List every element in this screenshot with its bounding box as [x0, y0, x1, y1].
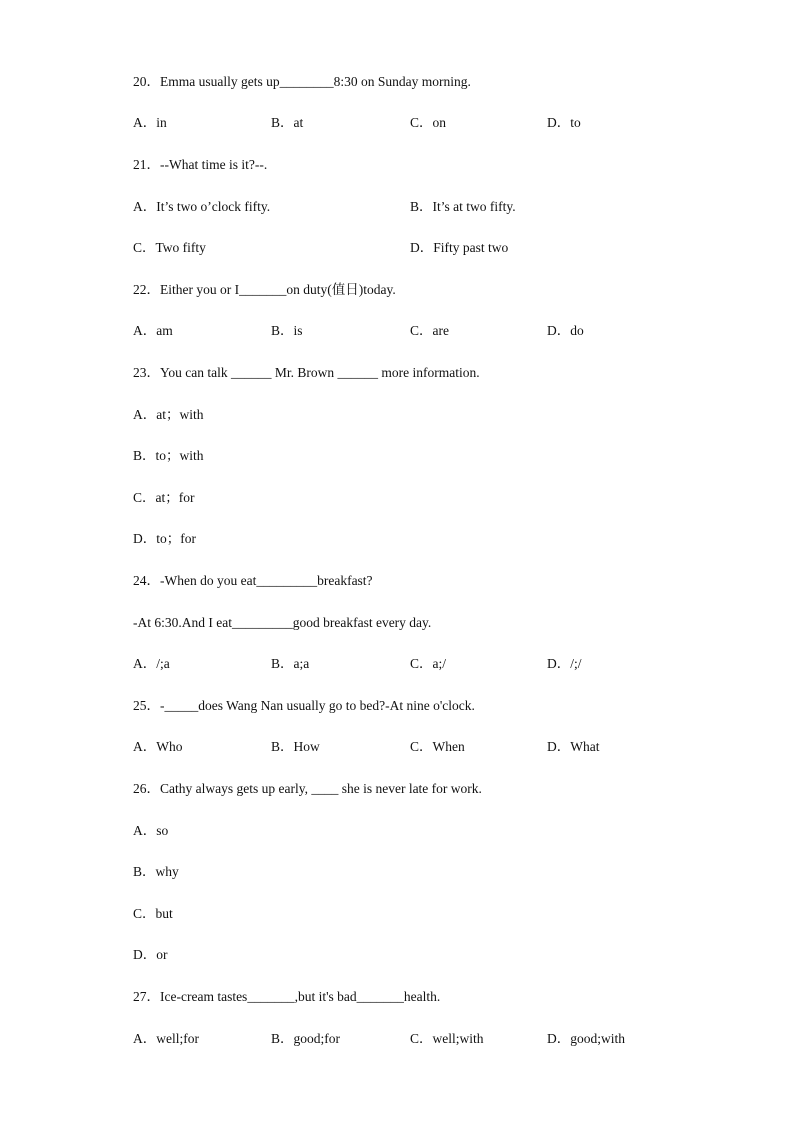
question-25-option-d: D．What [547, 739, 600, 754]
question-23-stem: 23．You can talk ______ Mr. Brown ______ more information. [133, 365, 480, 380]
question-20-option-d: D．to [547, 115, 581, 130]
question-25-option-c: C．When [410, 739, 465, 754]
question-27-option-a: A．well;for [133, 1031, 199, 1046]
question-22-stem: 22．Either you or I_______on duty(值日)today. [133, 282, 396, 297]
question-27-option-d: D．good;with [547, 1031, 626, 1046]
question-26-option-d: D．or [133, 947, 168, 962]
question-23-option-a: A．at；with [133, 407, 204, 422]
question-27-stem: 27．Ice-cream tastes_______,but it's bad_______health. [133, 989, 441, 1004]
question-21-option-b: B．It’s at two fifty. [410, 199, 516, 214]
question-24-stem: 24．-When do you eat_________breakfast? [133, 573, 373, 588]
question-20-stem: 20．Emma usually gets up________8:30 on Sunday morning. [133, 74, 471, 89]
question-25-option-b: B．How [271, 739, 320, 754]
question-22-option-a: A．am [133, 323, 173, 338]
question-20-option-a: A．in [133, 115, 167, 130]
question-24-option-b: B．a;a [271, 656, 310, 671]
question-26-option-a: A．so [133, 823, 169, 838]
question-21-stem: 21．--What time is it?--. [133, 157, 268, 172]
question-27-option-b: B．good;for [271, 1031, 340, 1046]
question-22-option-d: D．do [547, 323, 584, 338]
question-20-option-b: B．at [271, 115, 304, 130]
question-25-option-a: A．Who [133, 739, 183, 754]
question-21-option-d: D．Fifty past two [410, 240, 509, 255]
question-20-option-c: C．on [410, 115, 447, 130]
question-26-option-c: C．but [133, 906, 173, 921]
question-26-stem: 26．Cathy always gets up early, ____ she is never late for work. [133, 781, 482, 796]
question-23-option-b: B．to；with [133, 448, 204, 463]
question-24-stem-continued: -At 6:30.And I eat_________good breakfast every day. [133, 615, 432, 630]
question-24-option-d: D．/;/ [547, 656, 582, 671]
question-22-option-b: B．is [271, 323, 303, 338]
question-25-stem: 25．-_____does Wang Nan usually go to bed?-At nine o'clock. [133, 698, 475, 713]
question-27-option-c: C．well;with [410, 1031, 484, 1046]
question-23-option-c: C．at；for [133, 490, 195, 505]
question-24-option-c: C．a;/ [410, 656, 446, 671]
question-23-option-d: D．to；for [133, 531, 196, 546]
question-26-option-b: B．why [133, 864, 179, 879]
question-21-option-a: A．It’s two o’clock fifty. [133, 199, 271, 214]
question-24-option-a: A．/;a [133, 656, 170, 671]
question-21-option-c: C．Two fifty [133, 240, 206, 255]
question-22-option-c: C．are [410, 323, 449, 338]
